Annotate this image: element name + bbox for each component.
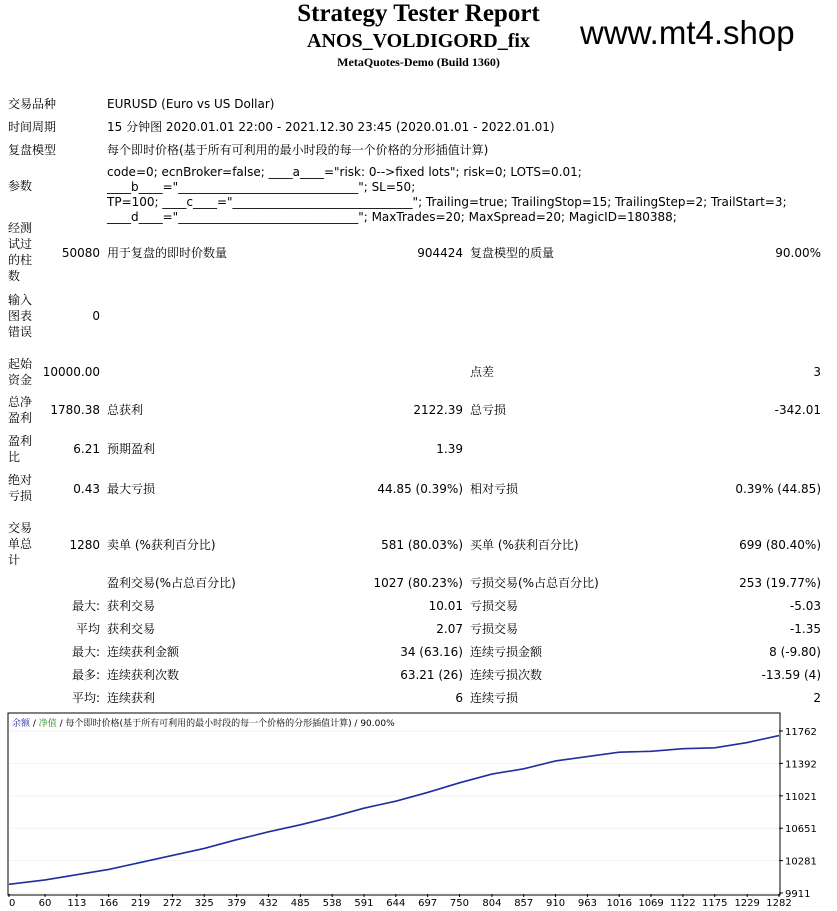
quality-label: 复盘模型的质量 — [470, 246, 555, 260]
ticks-value: 904424 — [417, 246, 463, 260]
x-tick-label: 1175 — [702, 898, 728, 909]
maxcons-losses-label: 连续亏损金额 — [470, 645, 543, 659]
average-profit-value: 2.07 — [436, 622, 463, 636]
x-tick-label: 857 — [514, 898, 534, 909]
x-tick-label: 591 — [354, 898, 374, 909]
largest-profit-value: 10.01 — [428, 599, 463, 613]
payoff-label: 预期盈利 — [107, 442, 156, 456]
y-tick-label: 10651 — [785, 824, 817, 836]
site-watermark: www.mt4.shop — [580, 14, 795, 51]
legend-equity: 净值 — [38, 719, 57, 729]
max-drawdown-value: 44.85 (0.39%) — [377, 482, 463, 496]
x-tick-label: 272 — [162, 898, 182, 909]
short-value: 581 (80.03%) — [381, 538, 463, 552]
bars-label: 经测试过的柱数 — [8, 221, 33, 283]
largest-loss-label: 亏损交易 — [470, 599, 519, 613]
loss-trades-label: 亏损交易(%占总百分比) — [470, 576, 599, 590]
params-line-2: TP=100; ____c____="______________________________"; Trailing=true; TrailingStop=15; TrailingStep=2; TrailStart=3; — [107, 195, 787, 209]
period-value: 15 分钟图 2020.01.01 22:00 - 2021.12.30 23:45 (2020.01.01 - 2022.01.01) — [107, 120, 555, 134]
maxmost-prefix: 最多: — [71, 668, 100, 682]
symbol-value: EURUSD (Euro vs US Dollar) — [107, 97, 275, 111]
average-profit-label: 获利交易 — [107, 622, 156, 636]
ticks-label: 用于复盘的即时价数量 — [107, 246, 228, 260]
maxmost-profit-value: 63.21 (26) — [400, 668, 463, 682]
x-tick-label: 485 — [290, 898, 310, 909]
maxcons-wins-value: 34 (63.16) — [400, 645, 463, 659]
rel-drawdown-value: 0.39% (44.85) — [735, 482, 821, 496]
y-tick-label: 10281 — [785, 856, 817, 868]
avgcons-prefix: 平均: — [71, 691, 100, 705]
plot-frame — [8, 713, 780, 895]
loss-trades-value: 253 (19.77%) — [739, 576, 821, 590]
gross-loss-value: -342.01 — [774, 403, 821, 417]
gross-profit-label: 总获利 — [107, 403, 144, 417]
x-tick-label: 644 — [386, 898, 406, 909]
average-loss-label: 亏损交易 — [470, 622, 519, 636]
y-tick-label: 9911 — [785, 889, 811, 900]
x-tick-label: 750 — [449, 898, 470, 909]
x-tick-label: 538 — [322, 898, 342, 909]
x-tick-label: 1282 — [766, 898, 792, 909]
x-tick-label: 379 — [227, 898, 247, 909]
x-tick-label: 1229 — [734, 898, 760, 909]
chart-legend — [12, 717, 395, 729]
y-tick-label: 11762 — [785, 727, 817, 738]
total-trades-label: 交易单总计 — [8, 521, 33, 567]
period-label: 时间周期 — [8, 120, 57, 134]
largest-prefix: 最大: — [71, 599, 100, 613]
x-tick-label: 325 — [194, 898, 214, 909]
abs-drawdown-label: 绝对亏损 — [8, 473, 33, 503]
maxcons-losses-value: 8 (-9.80) — [769, 645, 821, 659]
x-tick-label: 432 — [258, 898, 279, 909]
average-loss-value: -1.35 — [789, 622, 821, 636]
profit-trades-label: 盈利交易(%占总百分比) — [107, 576, 236, 590]
payoff-value: 1.39 — [436, 442, 463, 456]
balance-chart — [0, 711, 837, 911]
expert-name: ANOS_VOLDIGORD_fix — [307, 30, 530, 52]
y-axis-ticks — [779, 727, 817, 900]
x-tick-label: 166 — [99, 898, 119, 909]
maxcons-prefix: 最大: — [71, 645, 100, 659]
deposit-label: 起始资金 — [8, 357, 33, 387]
x-tick-label: 1069 — [638, 898, 664, 909]
profit-factor-label: 盈利比 — [8, 434, 33, 464]
report-title: Strategy Tester Report — [297, 0, 540, 27]
largest-profit-label: 获利交易 — [107, 599, 156, 613]
long-value: 699 (80.40%) — [739, 538, 821, 552]
x-tick-label: 804 — [482, 898, 502, 909]
x-tick-label: 113 — [67, 898, 87, 909]
max-drawdown-label: 最大亏损 — [107, 482, 156, 496]
server-build: MetaQuotes-Demo (Build 1360) — [337, 55, 500, 69]
profit-trades-value: 1027 (80.23%) — [373, 576, 463, 590]
profit-factor-value: 6.21 — [73, 442, 100, 456]
average-prefix: 平均 — [75, 622, 100, 636]
x-tick-label: 0 — [9, 898, 16, 909]
long-label: 买单 (%获利百分比) — [470, 538, 579, 552]
x-tick-label: 910 — [546, 898, 566, 909]
avgcons-wins-label: 连续获利 — [107, 691, 156, 705]
short-label: 卖单 (%获利百分比) — [107, 538, 216, 552]
model-value: 每个即时价格(基于所有可利用的最小时段的每一个价格的分形插值计算) — [107, 143, 489, 157]
errors-label: 输入图表错误 — [8, 293, 33, 339]
params-line-3: ____d____="______________________________"; MaxTrades=20; MaxSpread=20; MagicID=180388; — [107, 210, 677, 224]
x-tick-label: 963 — [577, 898, 597, 909]
net-profit-value: 1780.38 — [50, 403, 100, 417]
total-trades-value: 1280 — [69, 538, 100, 552]
gross-loss-label: 总亏损 — [470, 403, 507, 417]
x-tick-label: 1016 — [606, 898, 632, 909]
maxmost-loss-value: -13.59 (4) — [761, 668, 821, 682]
legend-separator: / — [30, 719, 39, 729]
errors-value: 0 — [92, 309, 100, 323]
deposit-value: 10000.00 — [42, 365, 100, 379]
params-value — [107, 165, 807, 225]
symbol-label: 交易品种 — [8, 97, 57, 111]
x-tick-label: 219 — [130, 898, 151, 909]
maxmost-loss-label: 连续亏损次数 — [470, 668, 543, 682]
abs-drawdown-value: 0.43 — [73, 482, 100, 496]
spread-value: 3 — [813, 365, 821, 379]
x-axis-ticks — [9, 894, 792, 909]
y-tick-label: 11392 — [785, 759, 817, 771]
legend-balance: 余额 — [12, 719, 31, 729]
avgcons-losses-label: 连续亏损 — [470, 691, 519, 705]
x-tick-label: 60 — [38, 898, 52, 909]
legend-rest: / 每个即时价格(基于所有可利用的最小时段的每一个价格的分形插值计算) / 90.00% — [56, 719, 395, 729]
maxmost-profit-label: 连续获利次数 — [107, 668, 180, 682]
bars-value: 50080 — [61, 246, 100, 260]
avgcons-losses-value: 2 — [813, 691, 821, 705]
maxcons-wins-label: 连续获利金额 — [107, 645, 180, 659]
spread-label: 点差 — [470, 365, 495, 379]
params-label: 参数 — [8, 179, 33, 193]
x-tick-label: 1122 — [670, 898, 696, 909]
quality-value: 90.00% — [775, 246, 821, 260]
rel-drawdown-label: 相对亏损 — [470, 482, 519, 496]
params-line-1: code=0; ecnBroker=false; ____a____="risk: 0-->fixed lots"; risk=0; LOTS=0.01; ____b____="______________________________"; SL=50; — [107, 165, 582, 194]
model-label: 复盘模型 — [8, 143, 57, 157]
largest-loss-value: -5.03 — [789, 599, 821, 613]
net-profit-label: 总净盈利 — [8, 395, 33, 425]
x-tick-label: 697 — [418, 898, 438, 909]
gross-profit-value: 2122.39 — [413, 403, 463, 417]
avgcons-wins-value: 6 — [455, 691, 463, 705]
y-tick-label: 11021 — [785, 791, 817, 803]
